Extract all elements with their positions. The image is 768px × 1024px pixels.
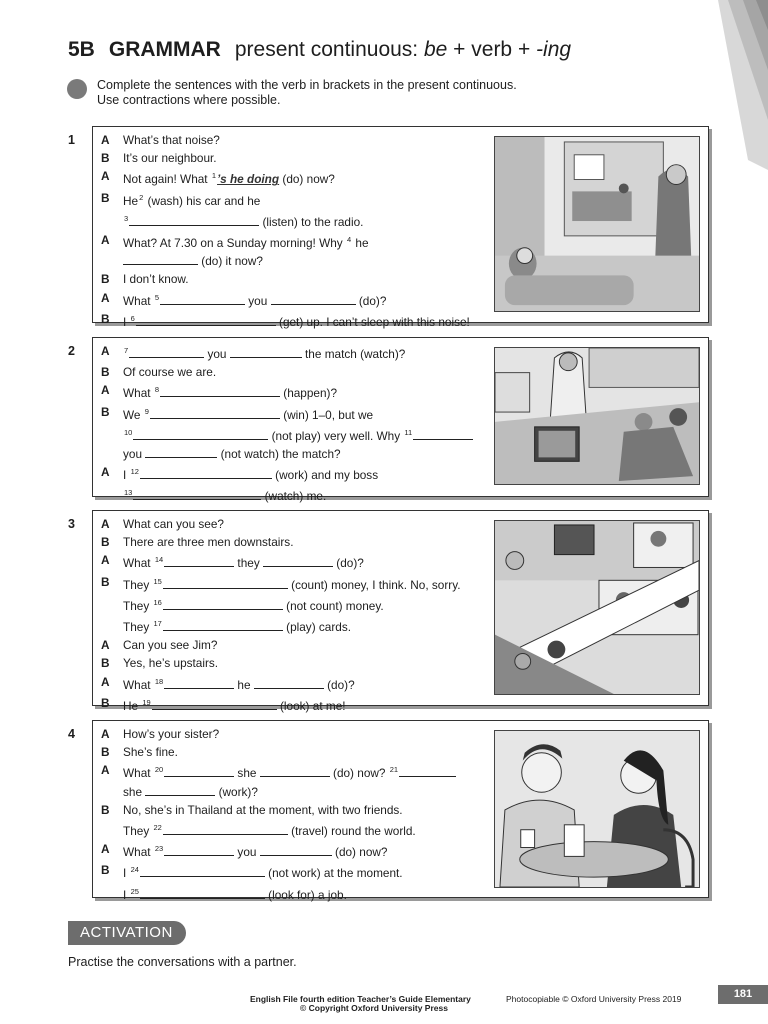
title-sub-prefix: present continuous:: [234, 38, 424, 61]
gap-number: 2: [139, 192, 144, 202]
dialogue-line: [101, 654, 486, 672]
gap-number: 11: [404, 427, 413, 437]
answer-blank[interactable]: [163, 822, 288, 835]
dialogue-line: [101, 594, 486, 615]
gap-number: 13: [124, 488, 133, 498]
instruction-line-1: Complete the sentences with the verb in brackets in the present continuous.: [97, 78, 517, 92]
speaker-label: A: [101, 763, 110, 778]
gap-number: 22: [153, 823, 162, 833]
dialogue-text: What can you see?: [123, 517, 224, 531]
dialogue-line: [101, 363, 486, 381]
speaker-label: A: [101, 465, 110, 480]
dialogue-line: [101, 515, 486, 533]
dialogue-line: [101, 289, 486, 310]
answer-blank[interactable]: [164, 764, 234, 777]
dialogue-text: she (work)?: [123, 784, 258, 799]
dialogue-line: [101, 342, 486, 363]
dialogue-text: I $^{24}$ (not work) at the moment.: [123, 865, 403, 881]
exercise-number: 4: [68, 727, 75, 741]
speaker-label: A: [101, 290, 110, 305]
gap-number: 16: [153, 597, 162, 607]
dialogue-text: $^{13}$ (watch) me.: [124, 488, 327, 504]
answer-blank[interactable]: [133, 487, 261, 500]
speaker-label: [101, 594, 123, 615]
answer-blank[interactable]: [399, 764, 456, 777]
dialogue-text: No, she’s in Thailand at the moment, with two friends.: [123, 802, 403, 817]
gap-number: 25: [130, 886, 139, 896]
gap-number: 6: [130, 313, 135, 323]
speaker-label: B: [101, 745, 110, 760]
dialogue-text: What $^{14}$ they (do)?: [123, 555, 364, 571]
dialogue-line: [101, 167, 486, 188]
dialogue-line: [101, 636, 486, 654]
speaker-label: A: [101, 842, 110, 857]
answer-blank[interactable]: [163, 597, 283, 610]
dialogue-text: What $^{23}$ you (do) now?: [123, 844, 388, 860]
gap-number: 10: [124, 427, 133, 437]
gap-number: 5: [154, 292, 159, 302]
speaker-label: A: [101, 553, 110, 568]
speaker-label: A: [101, 133, 110, 147]
dialogue-line: [101, 403, 486, 424]
gap-number: 14: [154, 555, 164, 565]
dialogue-text: We $^9$ (win) 1–0, but we: [123, 406, 374, 422]
speaker-label: B: [101, 404, 110, 419]
dialogue-text: What? At 7.30 on a Sunday morning! Why $^4$ he: [123, 235, 369, 251]
dialogue-line: [101, 149, 486, 167]
answer-blank[interactable]: [136, 313, 276, 326]
dialogue-line: [101, 463, 486, 484]
dialogue-text: I don’t know.: [123, 272, 189, 287]
dialogue-text: How’s your sister?: [123, 727, 220, 741]
speaker-label: [101, 424, 123, 445]
speaker-label: [101, 883, 123, 904]
speaker-label: B: [101, 656, 110, 671]
dialogue-text: Can you see Jim?: [123, 638, 218, 653]
answer-blank[interactable]: [163, 576, 288, 589]
gap-number: 17: [153, 619, 162, 629]
answer-blank[interactable]: [254, 676, 324, 689]
dialogue-line: [101, 573, 486, 594]
speaker-label: B: [101, 802, 110, 817]
speaker-label: B: [101, 365, 110, 380]
answer-blank[interactable]: [160, 384, 280, 397]
answer-blank[interactable]: [140, 864, 265, 877]
answer-blank[interactable]: [164, 843, 234, 856]
answer-blank[interactable]: [271, 292, 356, 305]
gap-number: 7: [124, 346, 129, 355]
dialogue-text: They $^{17}$ (play) cards.: [123, 619, 352, 635]
answer-blank[interactable]: [164, 554, 234, 567]
answer-blank[interactable]: [152, 697, 277, 710]
gap-number: 12: [130, 467, 139, 477]
dialogue-text: $^{10}$ (not play) very well. Why $^{11}$: [123, 424, 486, 445]
exercise-number: 1: [68, 133, 75, 147]
title-sub-ing: -ing: [536, 38, 572, 61]
speaker-label: A: [101, 638, 110, 653]
speaker-label: B: [101, 190, 110, 205]
dialogue-text: He $^{19}$ (look) at me!: [123, 697, 346, 713]
dialogue-line: [101, 615, 486, 636]
dialogue-line: [101, 484, 486, 505]
dialogue-line: [101, 673, 486, 694]
dialogue-lines: [101, 131, 486, 331]
exercise-box-3: [92, 510, 709, 713]
answer-blank[interactable]: [413, 427, 473, 440]
answer-blank[interactable]: [263, 554, 333, 567]
answer-blank[interactable]: [260, 843, 332, 856]
answer-blank[interactable]: [140, 466, 272, 479]
dialogue-line: [101, 533, 486, 551]
answer-blank[interactable]: [123, 252, 198, 265]
corner-decoration: [718, 0, 768, 170]
answer-blank[interactable]: [145, 445, 217, 458]
gap-number: 19: [142, 697, 151, 707]
dialogue-text: He$^2$ (wash) his car and he: [123, 192, 261, 208]
answer-blank[interactable]: [129, 213, 259, 226]
answer-blank[interactable]: [145, 783, 215, 796]
gap-number: 9: [144, 406, 149, 416]
speaker-label: [101, 445, 123, 463]
speaker-label: A: [101, 344, 110, 358]
exercise-number: 2: [68, 344, 75, 358]
activation-instruction: Practise the conversations with a partner.: [68, 955, 297, 969]
dialogue-text: I $^{12}$ (work) and my boss: [123, 467, 379, 483]
dialogue-text: They $^{22}$ (travel) round the world.: [123, 823, 416, 839]
speaker-label: A: [101, 383, 110, 398]
speaker-label: A: [101, 674, 110, 689]
dialogue-line: [101, 743, 486, 761]
speaker-label: B: [101, 695, 110, 710]
dialogue-text: Yes, he’s upstairs.: [123, 656, 219, 671]
dialogue-lines: [101, 342, 486, 506]
answer-blank[interactable]: [150, 406, 280, 419]
dialogue-text: $^7$ you the match (watch)?: [124, 346, 406, 361]
speaker-label: A: [101, 727, 110, 741]
gap-number: 1: [211, 171, 217, 181]
dialogue-line: [101, 819, 486, 840]
dialogue-line: [101, 252, 486, 270]
illustration-cafe-conversation: [494, 730, 700, 888]
activation-heading: ACTIVATION: [68, 921, 186, 945]
speaker-label: [101, 484, 123, 505]
footer-book-title: English File fourth edition Teacher’s Guide Elementary: [250, 994, 471, 1004]
speaker-label: [101, 615, 123, 636]
speaker-label: B: [101, 535, 110, 550]
answer-blank[interactable]: [129, 345, 204, 358]
dialogue-text: you (not watch) the match?: [123, 447, 341, 462]
dialogue-line: [101, 231, 486, 252]
speaker-label: [101, 210, 123, 231]
unit-code: 5B: [68, 38, 95, 61]
speaker-label: B: [101, 311, 110, 326]
illustration-neighbour-noise: [494, 136, 700, 312]
gap-number: 20: [154, 765, 164, 775]
dialogue-text: They $^{16}$ (not count) money.: [123, 597, 384, 613]
speaker-label: A: [101, 517, 110, 531]
exercise-box-4: [92, 720, 709, 902]
dialogue-line: [101, 131, 486, 149]
answer-blank[interactable]: [164, 676, 234, 689]
footer-copyright: © Copyright Oxford University Press: [300, 1003, 448, 1013]
dialogue-text: What $^{20}$ she (do) now? $^{21}$: [123, 761, 486, 782]
dialogue-line: [101, 310, 486, 331]
speaker-label: B: [101, 863, 110, 878]
dialogue-line: [101, 189, 486, 210]
speaker-label: [101, 252, 123, 270]
dialogue-line: [101, 861, 486, 882]
answer-blank[interactable]: [230, 345, 302, 358]
gap-number: 4: [346, 235, 352, 245]
exercise-box-2: [92, 337, 709, 504]
dialogue-line: [101, 725, 486, 743]
dialogue-line: [101, 883, 486, 904]
dialogue-lines: [101, 515, 486, 715]
answer-blank[interactable]: [140, 886, 265, 899]
speaker-label: A: [101, 169, 110, 184]
answer-blank[interactable]: [260, 764, 330, 777]
speaker-label: [101, 819, 123, 840]
speaker-label: [101, 783, 123, 801]
answer-blank[interactable]: [133, 427, 268, 440]
dialogue-text: They $^{15}$ (count) money, I think. No, sorry.: [123, 576, 461, 592]
dialogue-lines: [101, 725, 486, 904]
dialogue-text: I $^6$ (get) up. I can’t sleep with this noise!: [123, 313, 470, 329]
dialogue-line: [101, 210, 486, 231]
title-sub-mid: + verb +: [447, 38, 537, 61]
dialogue-text: What $^5$ you (do)?: [123, 292, 387, 308]
illustration-building-card-players: [494, 520, 700, 695]
dialogue-text: There are three men downstairs.: [123, 535, 294, 550]
footer-photocopiable: Photocopiable © Oxford University Press 2019: [506, 994, 682, 1004]
gap-number: 8: [154, 385, 159, 395]
instruction-bullet-icon: [67, 79, 87, 99]
page-title: [68, 38, 571, 62]
dialogue-line: [101, 551, 486, 572]
dialogue-line: [101, 801, 486, 819]
instruction-line-2: Use contractions where possible.: [97, 93, 281, 107]
dialogue-line: [101, 761, 486, 782]
gap-number: 18: [154, 676, 164, 686]
exercise-box-1: [92, 126, 709, 329]
answer-blank[interactable]: [160, 292, 245, 305]
dialogue-text: What $^{18}$ he (do)?: [123, 676, 355, 692]
dialogue-line: [101, 783, 486, 801]
dialogue-line: [101, 840, 486, 861]
speaker-label: B: [101, 574, 110, 589]
dialogue-line: [101, 445, 486, 463]
speaker-label: A: [101, 233, 110, 248]
dialogue-text: Not again! What $^1$’s he doing (do) now?: [123, 171, 335, 187]
title-sub-be: be: [423, 38, 448, 61]
gap-number: 24: [130, 865, 139, 875]
illustration-office-football: [494, 347, 700, 485]
gap-number: 15: [153, 576, 162, 586]
instruction: [97, 78, 617, 108]
dialogue-text: What $^8$ (happen)?: [123, 385, 338, 401]
dialogue-text: I $^{25}$ (look for) a job.: [123, 886, 347, 902]
example-answer: ’s he doing: [217, 172, 280, 187]
section-keyword: GRAMMAR: [108, 38, 221, 61]
dialogue-line: [101, 424, 486, 445]
dialogue-line: [101, 381, 486, 402]
exercise-number: 3: [68, 517, 75, 531]
speaker-label: B: [101, 272, 110, 287]
dialogue-text: Of course we are.: [123, 365, 217, 380]
dialogue-line: [101, 270, 486, 288]
gap-number: 23: [154, 844, 164, 854]
gap-number: 3: [124, 213, 129, 223]
speaker-label: B: [101, 151, 110, 166]
dialogue-text: She’s fine.: [123, 745, 178, 760]
dialogue-text: $^3$ (listen) to the radio.: [124, 213, 364, 229]
answer-blank[interactable]: [163, 618, 283, 631]
gap-number: 21: [389, 765, 399, 775]
dialogue-text: What’s that noise?: [123, 133, 220, 147]
page-number: 181: [718, 985, 768, 1004]
dialogue-text: (do) it now?: [123, 252, 486, 270]
dialogue-line: [101, 694, 486, 715]
dialogue-text: It’s our neighbour.: [123, 151, 217, 166]
